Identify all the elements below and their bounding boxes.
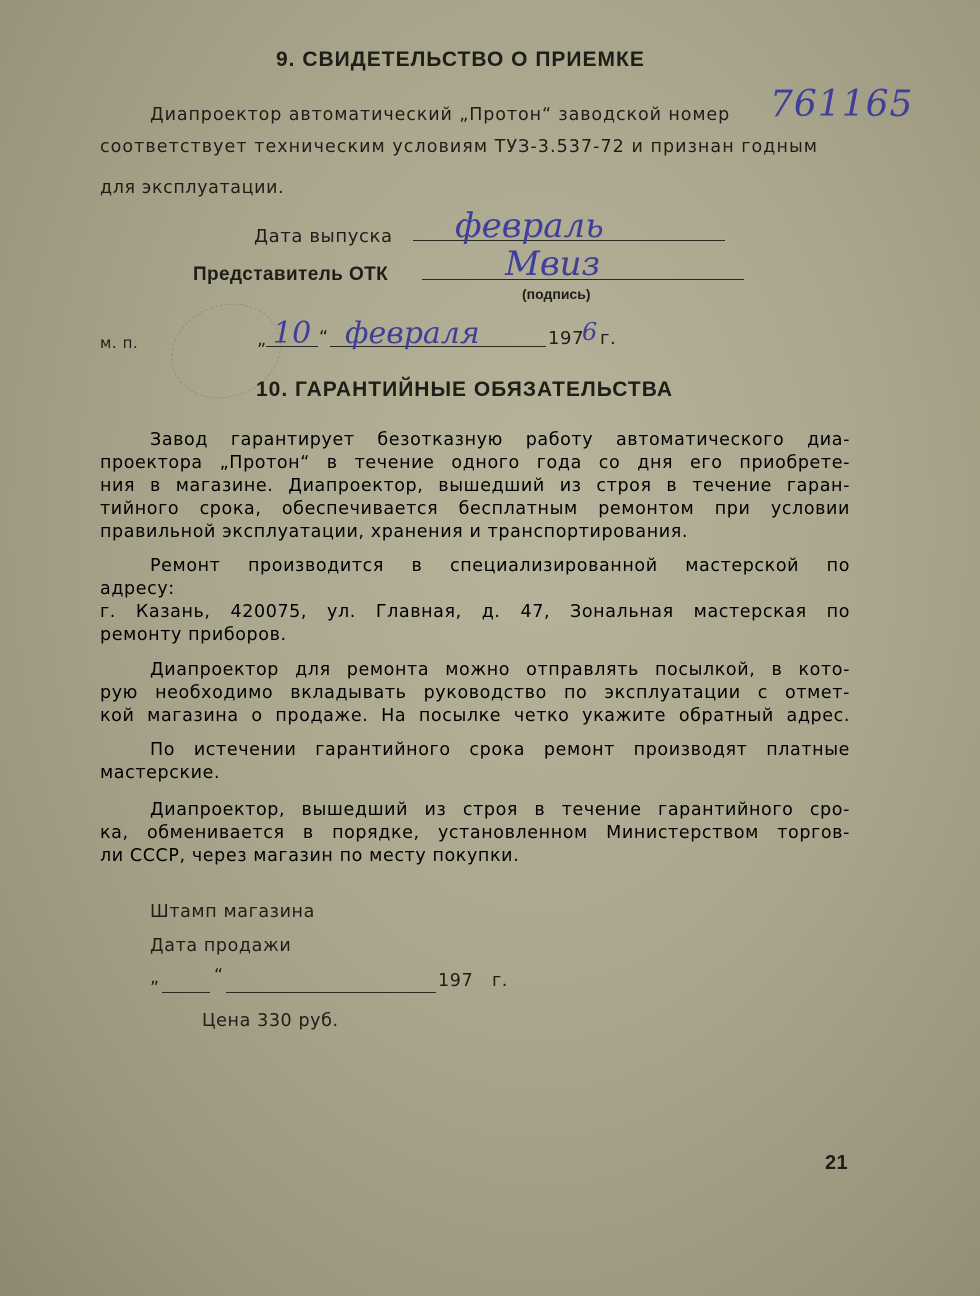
sale-open-quote: „: [150, 968, 160, 988]
shop-stamp-label: Штамп магазина: [150, 902, 315, 922]
date-year-handwritten: 6: [582, 318, 598, 346]
sale-year: 197: [438, 971, 474, 991]
page-number: 21: [825, 1152, 849, 1174]
release-date-label: Дата выпуска: [254, 226, 393, 247]
date-open-quote: „: [257, 330, 267, 350]
sale-date-label: Дата продажи: [150, 936, 292, 956]
paragraph-line: кой магазина о продаже. На посылке четко укажите обратный адрес.: [100, 706, 850, 726]
release-date-value: февраль: [455, 206, 604, 246]
paragraph-line: ли СССР, через магазин по месту покупки.: [100, 846, 520, 866]
otk-signature: Мвиз: [505, 244, 601, 284]
date-month: февраля: [345, 316, 480, 351]
paragraph-line: рую необходимо вкладывать руководство по эксплуатации с отмет-: [100, 683, 850, 703]
paragraph-line: Ремонт производится в специализированной мастерской по: [150, 556, 850, 576]
paragraph-line: Диапроектор для ремонта можно отправлять посылкой, в кото-: [150, 660, 850, 680]
paragraph-line: Диапроектор, вышедший из строя в течение гарантийного сро-: [150, 800, 850, 820]
price: Цена 330 руб.: [202, 1011, 339, 1031]
intro-line-3: для эксплуатации.: [100, 178, 285, 198]
paragraph-line: проектора „Протон“ в течение одного года со дня его приобрете-: [100, 453, 850, 473]
serial-number: 761165: [770, 84, 914, 125]
paragraph-line: адресу:: [100, 579, 175, 599]
paragraph-line: Завод гарантирует безотказную работу автоматического диа-: [150, 430, 850, 450]
intro-line-1: Диапроектор автоматический „Протон“ заводской номер: [150, 105, 731, 125]
paragraph-line: правильной эксплуатации, хранения и транспортирования.: [100, 522, 689, 542]
sale-month-line: [226, 992, 436, 993]
paragraph-line: ремонту приборов.: [100, 625, 287, 645]
intro-line-2: соответствует техническим условиям ТУЗ-3.537-72 и признан годным: [100, 137, 819, 157]
date-suffix: г.: [600, 328, 617, 349]
paragraph-line: тийного срока, обеспечивается бесплатным ремонтом при условии: [100, 499, 850, 519]
otk-label: Представитель ОТК: [193, 264, 389, 285]
sale-close-quote: “: [214, 966, 224, 986]
section-9-heading: 9. СВИДЕТЕЛЬСТВО О ПРИЕМКЕ: [276, 48, 645, 71]
paragraph-line: мастерские.: [100, 763, 221, 783]
date-day: 10: [273, 316, 312, 351]
signature-caption: (подпись): [522, 286, 591, 302]
mp-label: м. п.: [100, 334, 139, 352]
date-close-quote: “: [319, 328, 329, 348]
sale-suffix: г.: [492, 971, 508, 991]
paragraph-line: По истечении гарантийного срока ремонт производят платные: [150, 740, 850, 760]
paragraph-line: г. Казань, 420075, ул. Главная, д. 47, Зональная мастерская по: [100, 602, 850, 622]
paragraph-line: ния в магазине. Диапроектор, вышедший из строя в течение гаран-: [100, 476, 850, 496]
section-10-heading: 10. ГАРАНТИЙНЫЕ ОБЯЗАТЕЛЬСТВА: [256, 378, 674, 401]
date-year-printed: 197: [548, 328, 585, 349]
sale-day-line: [162, 992, 210, 993]
paragraph-line: ка, обменивается в порядке, установленном Министерством торгов-: [100, 823, 850, 843]
